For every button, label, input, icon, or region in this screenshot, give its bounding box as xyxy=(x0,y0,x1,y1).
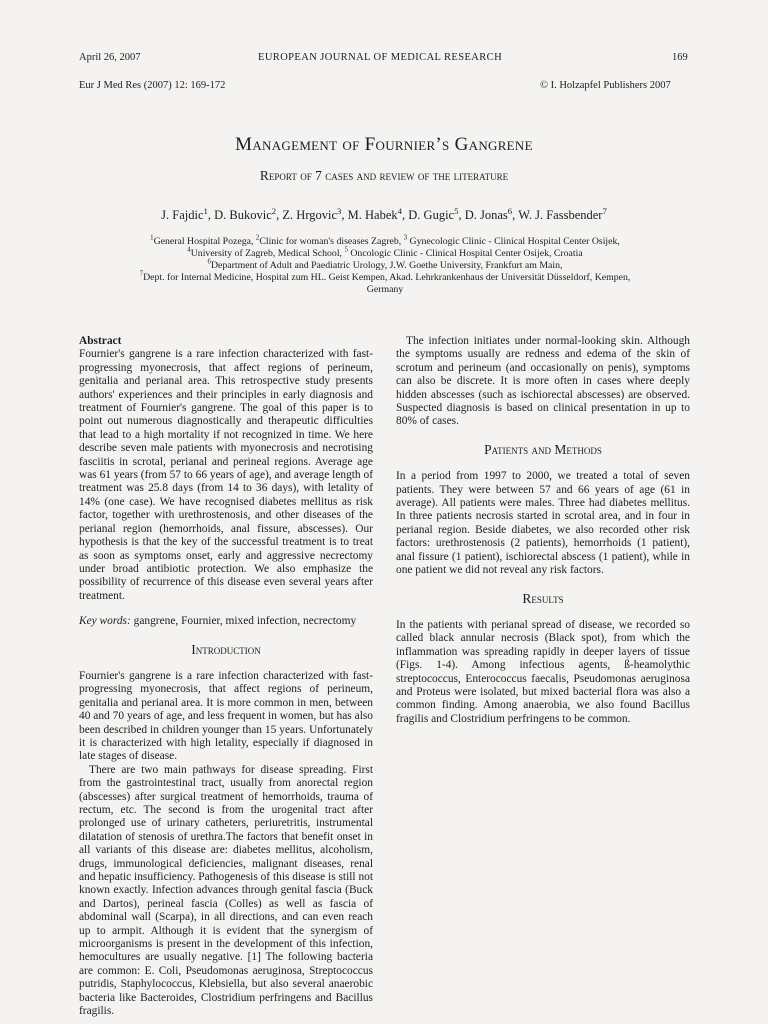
introduction-paragraph: There are two main pathways for disease spreading. First from the gastrointestinal tract, usually from anorectal region (abscesses) after surgical treatment of hemorrhoids, trauma of rectum, etc. The second is from the urogenital tract after prolonged use of urinary catheters, periuretritis, instrumental dilatation of stenosis of urethra.The factors that benefit onset in all variants of this disease are: diabetes mellitus, alcoholism, drugs, immunological deficiencies, malignant diseases, renal and hepatic insufficiency. Pathogenesis of this disease is still not known exactly. Infection advances through genital fascia (Buck and Dartos), perineal fascia (Colles) as well as fascia of abdominal wall (Scarpa), in all directions, and can even reach up to armpit. Although it is evident that the synergism of microorganisms is present in the development of this infection, hemocultures are usually negative. [1] The following bacteria are common: E. Coli, Pseudomonas aeruginosa, Streptococcus putridis, Staphylococcus, Klebsiella, but also several anaerobic bacteria like Bacteroides, Clostridium perfringens and Bacillus fragilis. xyxy=(79,763,373,1018)
patients-methods-heading: Patients and Methods xyxy=(484,441,602,457)
keywords-text: gangrene, Fournier, mixed infection, necrectomy xyxy=(130,615,357,628)
author: D. Bukovic$^2$, xyxy=(214,205,283,222)
author: Z. Hrgovic$^3$, xyxy=(282,205,348,222)
header-journal-name: EUROPEAN JOURNAL OF MEDICAL RESEARCH xyxy=(258,52,503,63)
header-copyright: © I. Holzapfel Publishers 2007 xyxy=(540,80,671,91)
affiliations xyxy=(90,236,680,296)
article-subtitle: Report of 7 cases and review of the literature xyxy=(259,168,509,183)
left-column xyxy=(79,335,373,1019)
affiliation-line: $^7$Dept. for Internal Medicine, Hospital zum HL. Geist Kempen, Akad. Lehrkrankenhaus der Universität Düsseldorf, Kempen, xyxy=(139,270,631,283)
keywords-label: Key words: xyxy=(79,615,131,628)
affiliation-line: Germany xyxy=(366,284,404,295)
header-citation: Eur J Med Res (2007) 12: 169-172 xyxy=(79,80,226,91)
patients-methods-text: In a period from 1997 to 2000, we treated a total of seven patients. They were between 57 and 66 years of age (61 in average). All patients were males. Three had diabetes mellitus. In three patients necrosis started in scrotal area, and in four in perianal region. Beside diabetes, we also recorded other risk factors: urethrostenosis (2 patients), hemorrhoids (1 patient), anal fissure (1 patient), ischiorectal abscess (1 patient), while in one patient we did not reveal any risk factors. xyxy=(396,470,690,577)
header-page-number: 169 xyxy=(672,52,688,63)
author: J. Fajdic$^1$, xyxy=(161,205,215,222)
affiliation-line: $^6$Department of Adult and Paediatric Urology, J.W. Goethe University, Frankfurt am Main, xyxy=(207,258,563,271)
author: W. J. Fassbender$^7$ xyxy=(518,205,607,222)
author: D. Gugic$^5$, xyxy=(408,205,465,222)
abstract-heading: Abstract xyxy=(79,335,122,347)
introduction-paragraph: Fournier's gangrene is a rare infection characterized with fast-progressing myonecrosis, that affect regions of perineum, genitalia and perianal area. It is more common in men, between 40 and 70 years of age, and less frequent in women, but has also been described in children younger than 15 years. Unfortunately it is characterized with high letality, especially if diagnosed in late stages of disease. xyxy=(79,669,373,763)
results-heading: Results xyxy=(522,590,564,606)
abstract-text: Fournier's gangrene is a rare infection characterized with fast-progressing myonecrosis, that affect regions of perineum, genitalia and perianal area. This retrospective study presents authors' experiences and their principles in early diagnosis and treatment of Fournier's gangrene. The goal of this paper is to point out numerous diagnostically and therapeutic difficulties that lead to a high mortality if not recognized in time. We here describe seven male patients with myonecrosis and necrotising fasciitis in scrotal, perianal and perineal regions. Average age was 61 years (from 57 to 66 years of age), and average length of treatment was 25.8 days (from 14 to 36 days), with letality of 14% (one case). We have recognised diabetes mellitus as risk factor, together with urethrostenosis, and other diseases of the perianal region (hemorrhoids, anal fissure, abscesses). Our hypothesis is that the key of the successful treatment is to treat as soon as symptoms onset, early and aggressive necrectomy under broad antibiotic protection. We also emphasize the possibility of recurrence of this disease even several years after treatment. xyxy=(79,348,373,602)
right-column xyxy=(396,335,690,726)
author: D. Jonas$^6$, xyxy=(464,205,519,222)
results-text: In the patients with perianal spread of disease, we recorded so called black annular necrosis (Black spot), from which the inflammation was spreading rapidly in deeper layers of tissue (Figs. 1-4). Among infectious agents, ß-heamolythic streptococcus, Enterococcus faecalis, Pseudomonas aeruginosa and Proteus were isolated, but mixed bacterial flora was also a common finding. Among anaerobia, we also found Bacillus fragilis and Clostridium perfringens to be common. xyxy=(396,618,690,725)
affiliation-line: $^4$University of Zagreb, Medical School, $^5$ Oncologic Clinic - Clinical Hospital Center Osijek, Croatia xyxy=(187,246,583,259)
introduction-paragraph: The infection initiates under normal-looking skin. Although the symptoms usually are redness and edema of the skin of scrotum and perineum (and occasionally on penis), symptoms can also be discrete. It is more often in cases where deeply hidden abscesses (such as ischiorectal abscesses) are observed. Suspected diagnosis is based on clinical presentation in up to 80% of cases. xyxy=(396,335,690,428)
introduction-heading: Introduction xyxy=(191,641,261,657)
header-date: April 26, 2007 xyxy=(79,52,141,63)
keywords xyxy=(79,615,373,628)
article-title: Management of Fournier’s Gangrene xyxy=(235,134,533,155)
author: M. Habek$^4$, xyxy=(347,205,409,222)
author-list xyxy=(0,205,768,223)
affiliation-line: $^1$General Hospital Pozega, $^2$Clinic for woman's diseases Zagreb, $^3$ Gynecologic Clinic - Clinical Hospital Center Osijek, xyxy=(150,234,620,247)
